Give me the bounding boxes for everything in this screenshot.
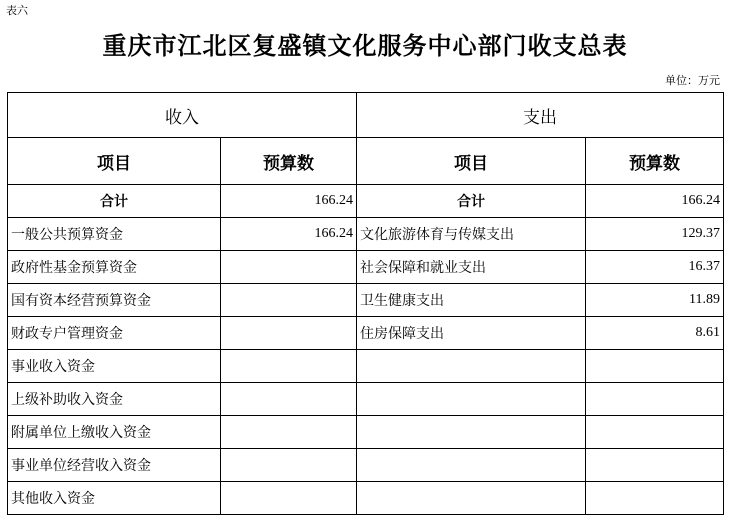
expense-budget-cell [586, 416, 724, 449]
expense-budget-cell [586, 350, 724, 383]
expense-budget-cell: 129.37 [586, 218, 724, 251]
expense-item-cell [357, 416, 586, 449]
table-row [8, 218, 724, 251]
income-item-cell: 事业单位经营收入资金 [8, 449, 221, 482]
income-budget-cell: 166.24 [221, 185, 357, 218]
section-row [8, 93, 724, 138]
expense-item-cell [357, 449, 586, 482]
income-item-cell: 政府性基金预算资金 [8, 251, 221, 284]
expense-budget-header: 预算数 [586, 138, 724, 185]
income-budget-cell [221, 383, 357, 416]
expense-item-cell [357, 482, 586, 515]
income-item-cell: 合计 [8, 185, 221, 218]
income-item-cell: 国有资本经营预算资金 [8, 284, 221, 317]
expense-budget-cell: 16.37 [586, 251, 724, 284]
table-row [8, 383, 724, 416]
table-row [8, 251, 724, 284]
expense-budget-cell [586, 482, 724, 515]
income-item-cell: 上级补助收入资金 [8, 383, 221, 416]
income-budget-header: 预算数 [221, 138, 357, 185]
expense-section-header: 支出 [357, 93, 724, 138]
table-row [8, 482, 724, 515]
unit-label: 单位：万元 [665, 74, 720, 87]
income-budget-cell [221, 317, 357, 350]
total-row [8, 185, 724, 218]
table-row [8, 317, 724, 350]
income-item-header: 项目 [8, 138, 221, 185]
income-item-cell: 事业收入资金 [8, 350, 221, 383]
income-budget-cell [221, 482, 357, 515]
income-item-cell: 附属单位上缴收入资金 [8, 416, 221, 449]
income-budget-cell [221, 251, 357, 284]
budget-table [7, 92, 724, 515]
expense-budget-cell [586, 449, 724, 482]
income-budget-cell: 166.24 [221, 218, 357, 251]
income-item-cell: 财政专户管理资金 [8, 317, 221, 350]
income-budget-cell [221, 449, 357, 482]
expense-budget-cell: 8.61 [586, 317, 724, 350]
income-budget-cell [221, 416, 357, 449]
expense-item-cell [357, 383, 586, 416]
expense-item-cell: 卫生健康支出 [357, 284, 586, 317]
table-row [8, 449, 724, 482]
expense-item-cell: 合计 [357, 185, 586, 218]
table-row [8, 350, 724, 383]
expense-item-cell: 文化旅游体育与传媒支出 [357, 218, 586, 251]
income-section-header: 收入 [8, 93, 357, 138]
expense-budget-cell: 11.89 [586, 284, 724, 317]
expense-budget-cell [586, 383, 724, 416]
income-item-cell: 一般公共预算资金 [8, 218, 221, 251]
expense-item-cell: 社会保障和就业支出 [357, 251, 586, 284]
income-budget-cell [221, 284, 357, 317]
income-budget-cell [221, 350, 357, 383]
page-title: 重庆市江北区复盛镇文化服务中心部门收支总表 [102, 32, 628, 60]
expense-budget-cell: 166.24 [586, 185, 724, 218]
column-header-row [8, 138, 724, 185]
expense-item-cell [357, 350, 586, 383]
expense-item-header: 项目 [357, 138, 586, 185]
table-number: 表六 [6, 4, 28, 17]
table-row [8, 284, 724, 317]
income-item-cell: 其他收入资金 [8, 482, 221, 515]
table-row [8, 416, 724, 449]
expense-item-cell: 住房保障支出 [357, 317, 586, 350]
